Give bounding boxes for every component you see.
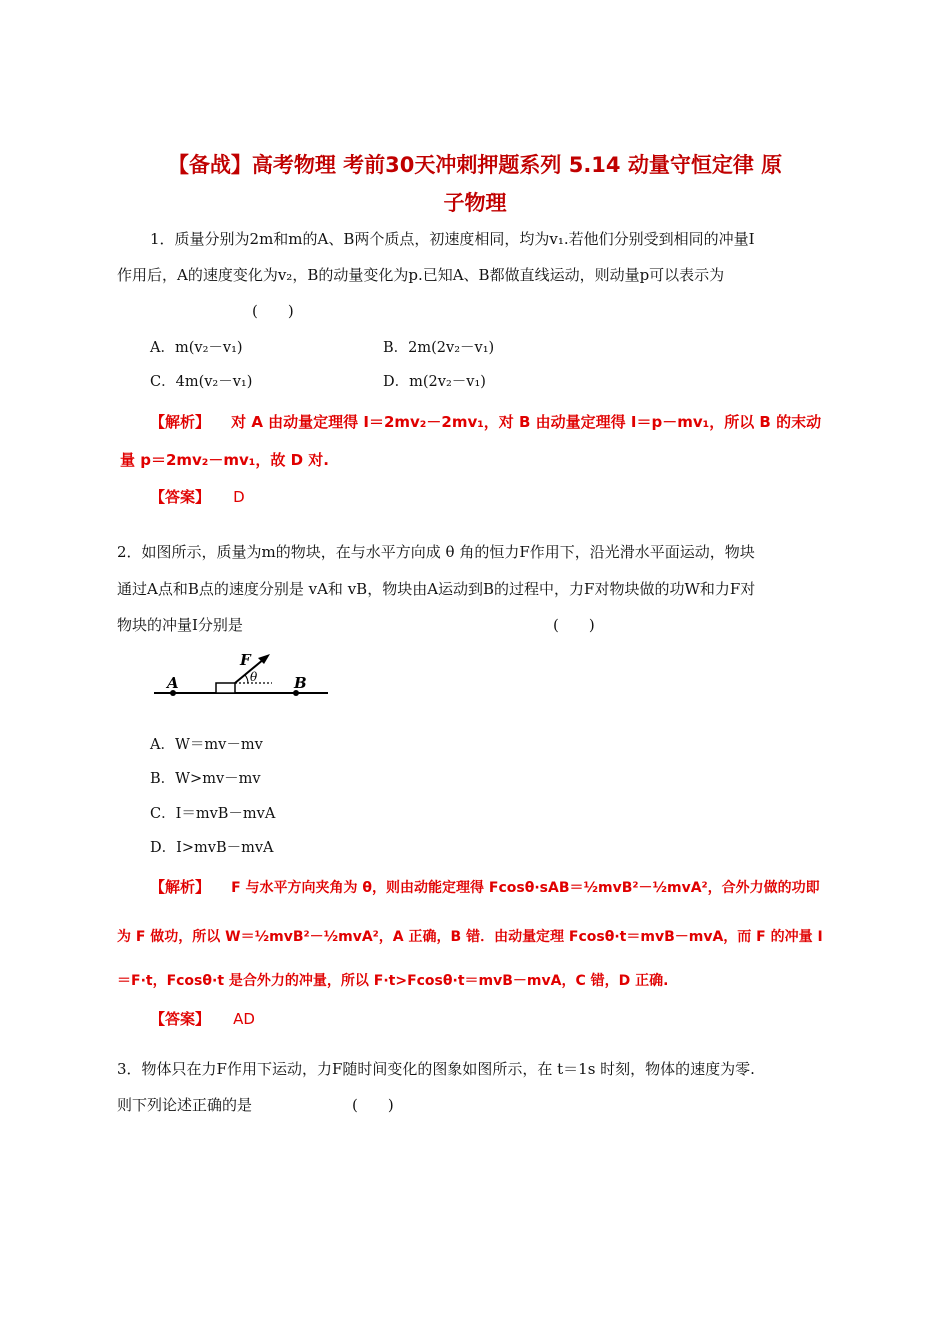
point-a-label: A	[167, 674, 179, 692]
q3-stem-line-2: 则下列论述正确的是	[117, 1096, 253, 1114]
q1-analysis-text-2: 量 p＝2mv₂－mv₁，故 D 对.	[120, 451, 329, 469]
q2-stem-line-2: 通过A点和B点的速度分别是 vA和 vB，物块由A运动到B的过程中，力F对物块做的功W和力F对	[117, 580, 756, 598]
q1-answer-tag: 【答案】	[150, 488, 211, 506]
q1-stem-line-1: 1．质量分别为2m和m的A、B两个质点，初速度相同，均为v₁.若他们分别受到相同的冲量I	[150, 230, 755, 248]
q2-answer-tag: 【答案】	[150, 1010, 211, 1028]
force-label: F	[240, 651, 251, 669]
q2-option-a: A．W＝mv－mv	[150, 737, 263, 753]
point-b-label: B	[294, 674, 307, 692]
title-line-2: 子物理	[443, 191, 507, 215]
q2-stem-line-3: 物块的冲量I分别是	[117, 616, 243, 634]
q1-option-b: B．2m(2v₂－v₁)	[383, 340, 495, 356]
q2-answer	[150, 1008, 255, 1029]
q2-analysis	[150, 876, 820, 897]
q3-stem-line-1: 3．物体只在力F作用下运动，力F随时间变化的图象如图所示，在 t＝1s 时刻，物体的速度为零.	[117, 1060, 755, 1078]
q2-answer-bracket: ( )	[553, 616, 595, 634]
title-line-1: 【备战】高考物理 考前30天冲刺押题系列 5.14 动量守恒定律 原	[167, 153, 783, 177]
q2-analysis-text-3: ＝F·t，Fcosθ·t 是合外力的冲量，所以 F·t>Fcosθ·t＝mvB－mvA，C 错，D 正确.	[117, 973, 669, 989]
q2-answer-value: AD	[233, 1010, 255, 1028]
q2-analysis-text-2: 为 F 做功，所以 W＝½mvB²－½mvA²，A 正确，B 错．由动量定理 Fcosθ·t＝mvB－mvA，而 F 的冲量 I	[117, 929, 823, 945]
q1-stem-line-2: 作用后，A的速度变化为v₂，B的动量变化为p.已知A、B都做直线运动，则动量p可以表示为	[117, 266, 725, 284]
theta-arc	[245, 675, 248, 683]
theta-label: θ	[250, 670, 258, 684]
q1-answer	[150, 486, 245, 507]
q1-answer-bracket: ( )	[252, 302, 294, 320]
q2-option-d: D．I>mvB－mvA	[150, 840, 274, 856]
q1-analysis-tag: 【解析】	[150, 413, 211, 431]
q1-analysis-text-1: 对 A 由动量定理得 I＝2mv₂－2mv₁，对 B 由动量定理得 I＝p－mv₁，所以 B 的末动	[231, 413, 822, 431]
q2-analysis-tag: 【解析】	[150, 878, 211, 896]
q2-option-b: B．W>mv－mv	[150, 771, 261, 787]
q2-option-c: C．I＝mvB－mvA	[150, 806, 276, 822]
q1-option-a: A．m(v₂－v₁)	[150, 340, 243, 356]
q1-analysis	[150, 411, 821, 432]
q1-answer-value: D	[233, 488, 245, 506]
q3-answer-bracket: ( )	[352, 1096, 394, 1114]
block	[216, 683, 235, 693]
q1-option-c: C．4m(v₂－v₁)	[150, 374, 253, 390]
q2-figure	[150, 650, 340, 700]
q1-option-d: D．m(2v₂－v₁)	[383, 374, 486, 390]
q2-analysis-text-1: F 与水平方向夹角为 θ，则由动能定理得 Fcosθ·sAB＝½mvB²－½mvA²，合外力做的功即	[231, 880, 820, 896]
page-title	[0, 149, 950, 217]
q2-stem-line-1: 2．如图所示，质量为m的物块，在与水平方向成 θ 角的恒力F作用下，沿光滑水平面运动，物块	[117, 543, 755, 561]
